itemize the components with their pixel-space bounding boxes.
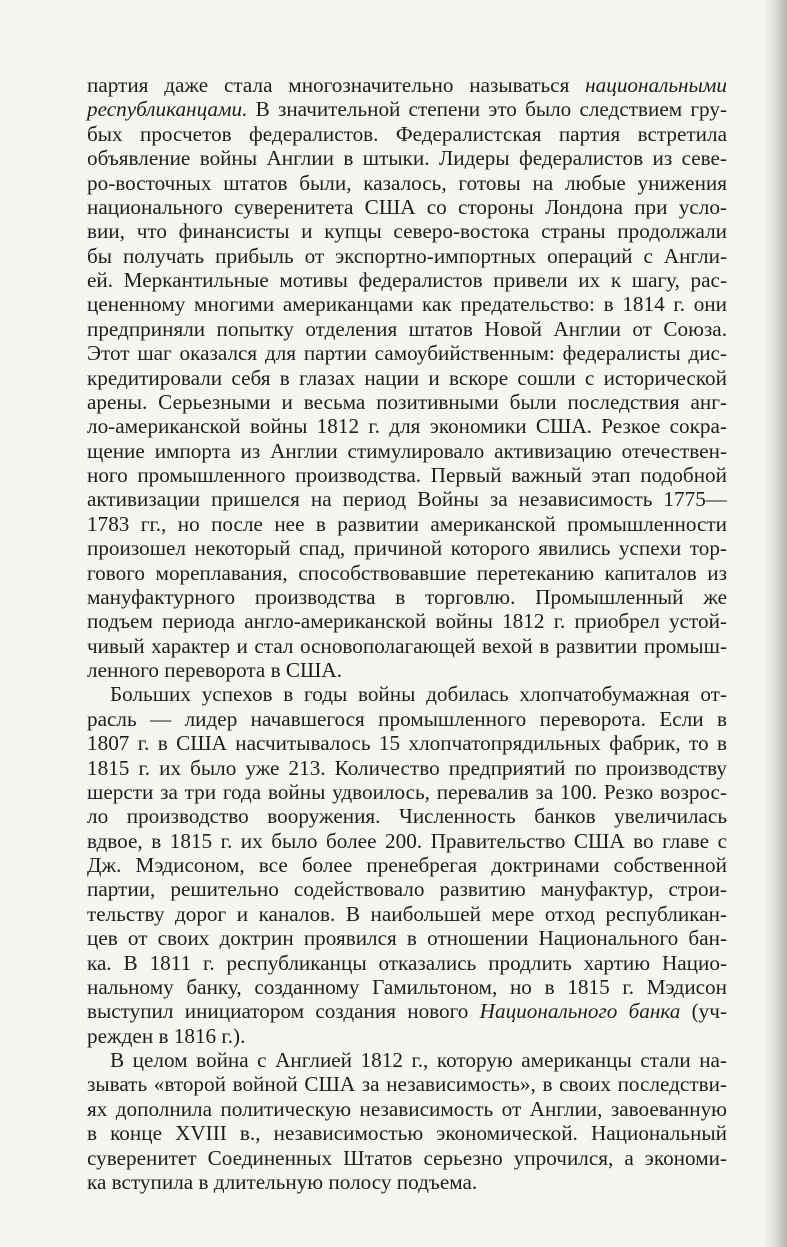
paragraph: [87, 682, 727, 1048]
text-line: [87, 219, 727, 243]
text-segment: ка вступила в длительную полосу подъема.: [87, 1169, 478, 1194]
text-segment: ло производство вооружения. Численность банков увеличилась: [87, 804, 727, 829]
text-segment: активизации пришелся на период Войны за независимость 1775—: [87, 487, 727, 512]
text-segment: 1807 г. в США насчитывалось 15 хлопчатопрядильных фабрик, то в: [87, 731, 727, 756]
text-line: [87, 73, 727, 97]
text-line: [87, 731, 727, 755]
text-segment: выступил инициатором создания нового: [87, 999, 480, 1024]
text-segment: щение импорта из Англии стимулировало активизацию отечествен-: [87, 438, 727, 463]
text-line: [87, 414, 727, 438]
text-line: [87, 1048, 727, 1072]
text-line: [87, 366, 727, 390]
text-line: [87, 97, 727, 121]
text-segment: чивый характер и стал основополагающей вехой в развитии промыш-: [87, 633, 727, 658]
text-line: [87, 1024, 727, 1048]
text-line: [87, 756, 727, 780]
text-segment: Дж. Мэдисоном, все более пренебрегая доктринами собственной: [87, 853, 727, 877]
text-line: [87, 195, 727, 219]
page-edge-shadow: [765, 0, 787, 1247]
text-segment: Больших успехов в годы войны добилась хлопчатобумажная от-: [110, 682, 727, 707]
text-segment: тельству дорог и каналов. В наибольшей мере отход республикан-: [87, 901, 727, 926]
text-segment: кредитировали себя в глазах нации и вскоре сошли с исторической: [87, 365, 727, 390]
text-segment: ло-американской войны 1812 г. для экономики США. Резкое сокра-: [87, 414, 727, 439]
text-line: [87, 512, 727, 536]
text-line: [87, 634, 727, 658]
text-segment: расль — лидер начавшегося промышленного переворота. Если в: [87, 706, 727, 731]
text-segment: шерсти за три года войны удвоилось, перевалив за 100. Резко возрос-: [87, 779, 727, 804]
text-segment: ро-восточных штатов были, казалось, готовы на любые унижения: [87, 170, 727, 195]
text-segment: 1815 г. их было уже 213. Количество предприятий по производству: [87, 755, 727, 780]
text-segment: вдвое, в 1815 г. их было более 200. Правительство США во главе с: [87, 828, 727, 853]
text-segment: гового мореплавания, способствовавшие перетеканию капиталов из: [87, 560, 727, 585]
text-segment: Этот шаг оказался для партии самоубийственным: федералисты дис-: [87, 341, 727, 366]
text-segment: объявление войны Англии в штыки. Лидеры федералистов из севе-: [87, 146, 727, 171]
text-line: [87, 682, 727, 706]
text-line: [87, 171, 727, 195]
text-line: [87, 536, 727, 560]
text-line: [87, 1146, 727, 1170]
text-segment: ленного переворота в США.: [87, 658, 343, 682]
text-segment: предприняли попытку отделения штатов Новой Англии от Союза.: [87, 316, 727, 341]
text-segment: нальному банку, созданному Гамильтоном, но в 1815 г. Мэдисон: [87, 974, 727, 999]
text-line: [87, 390, 727, 414]
paragraph: [87, 73, 727, 682]
text-segment: ях дополнила политическую независимость от Англии, завоеванную: [87, 1096, 727, 1121]
text-segment: ного промышленного производства. Первый важный этап подобной: [87, 463, 727, 487]
text-segment: арены. Серьезными и весьма позитивными были последствия анг-: [87, 389, 727, 414]
text-segment: партии, решительно содействовало развитию мануфактур, строи-: [87, 877, 727, 902]
text-line: [87, 829, 727, 853]
text-segment: ей. Меркантильные мотивы федералистов привели их к шагу, рас-: [87, 268, 727, 292]
text-segment: мануфактурного производства в торговлю. Промышленный же: [87, 584, 727, 609]
text-segment: цененному многими американцами как предательство: в 1814 г. они: [87, 292, 727, 317]
text-line: [87, 146, 727, 170]
text-segment: режден в 1816 г.).: [87, 1023, 246, 1048]
italic-term: национальными: [585, 73, 727, 97]
text-segment: произошел некоторый спад, причиной которого явились успехи тор-: [87, 536, 727, 561]
text-segment: партия даже стала многозначительно называться: [87, 73, 586, 97]
text-line: [87, 244, 727, 268]
text-line: [87, 780, 727, 804]
text-segment: 1783 гг., но после нее в развитии американской промышленности: [87, 511, 727, 536]
text-line: [87, 1097, 727, 1121]
text-segment: В значительной степени это было следствием гру-: [247, 97, 727, 122]
text-line: [87, 1170, 727, 1194]
text-line: [87, 902, 727, 926]
text-segment: суверенитет Соединенных Штатов серьезно упрочился, а экономи-: [87, 1145, 727, 1170]
text-line: [87, 487, 727, 511]
text-line: [87, 707, 727, 731]
text-line: [87, 292, 727, 316]
text-line: [87, 268, 727, 292]
text-segment: вии, что финансисты и купцы северо-востока страны продолжали: [87, 219, 727, 244]
text-segment: зывать «второй войной США за независимость», в своих последстви-: [87, 1072, 727, 1097]
text-line: [87, 1072, 727, 1096]
text-line: [87, 1121, 727, 1145]
paragraph: [87, 1048, 727, 1194]
text-line: [87, 341, 727, 365]
text-line: [87, 975, 727, 999]
text-segment: ка. В 1811 г. республиканцы отказались продлить хартию Нацио-: [87, 950, 727, 975]
text-segment: цев от своих доктрин проявился в отношении Национального бан-: [87, 926, 727, 951]
italic-term: Национального банка: [479, 999, 681, 1024]
text-line: [87, 951, 727, 975]
text-line: [87, 122, 727, 146]
text-segment: (уч-: [680, 999, 727, 1024]
text-line: [87, 585, 727, 609]
text-line: [87, 804, 727, 828]
text-line: [87, 561, 727, 585]
text-segment: бых просчетов федералистов. Федералистская партия встретила: [87, 121, 727, 146]
text-line: [87, 877, 727, 901]
text-segment: в конце XVIII в., независимостью экономической. Национальный: [87, 1121, 727, 1146]
text-line: [87, 317, 727, 341]
text-line: [87, 999, 727, 1023]
text-segment: подъем периода англо-американской войны 1812 г. приобрел устой-: [87, 609, 727, 634]
text-segment: В целом война с Англией 1812 г., которую американцы стали на-: [110, 1048, 727, 1072]
body-text: [87, 73, 727, 1194]
text-line: [87, 463, 727, 487]
text-line: [87, 439, 727, 463]
text-line: [87, 853, 727, 877]
italic-term: республиканцами.: [87, 97, 248, 122]
text-line: [87, 658, 727, 682]
text-line: [87, 926, 727, 950]
text-segment: бы получать прибыль от экспортно-импортных операций с Англи-: [87, 243, 727, 268]
text-segment: национального суверенитета США со стороны Лондона при усло-: [87, 194, 727, 219]
text-line: [87, 609, 727, 633]
